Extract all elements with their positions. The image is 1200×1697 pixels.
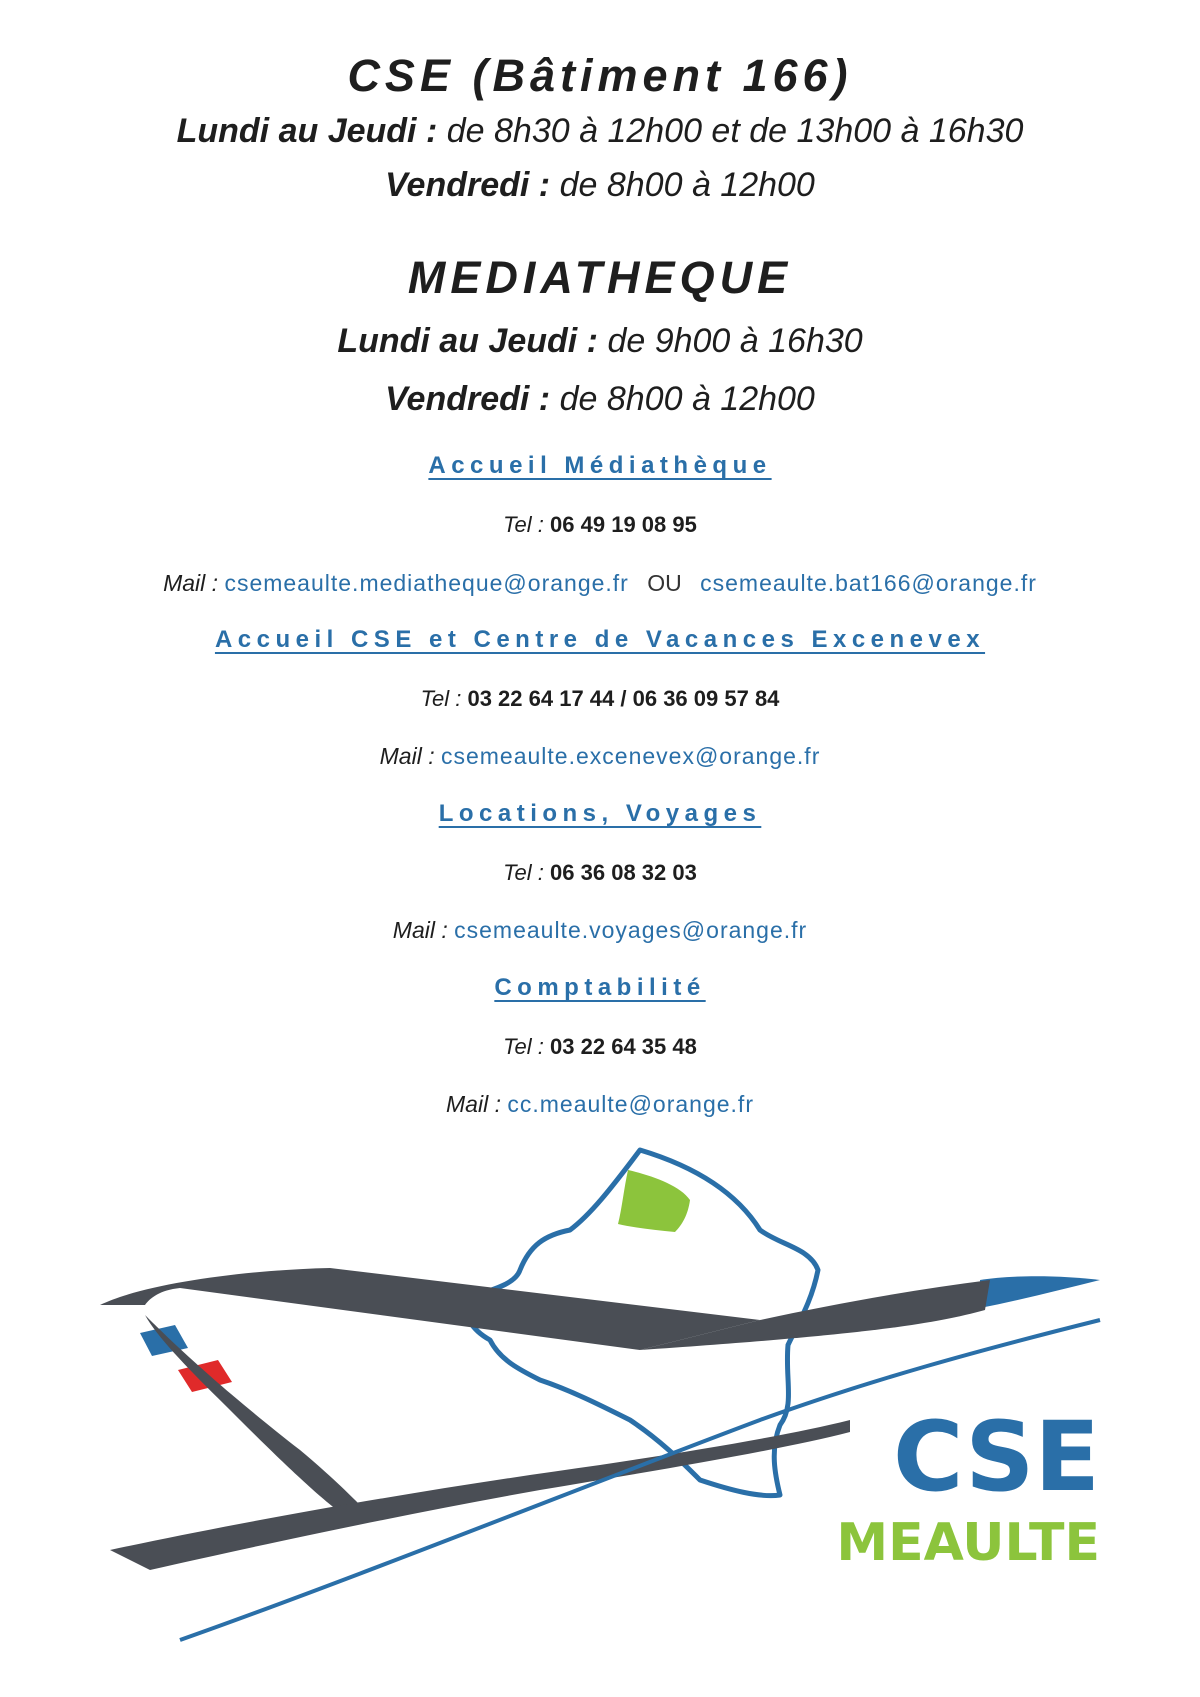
logo-meaulte-text: MEAULTE <box>836 1513 1100 1573</box>
email-link[interactable]: csemeaulte.excenevex@orange.fr <box>440 743 821 769</box>
tel-value: 06 36 08 32 03 <box>550 860 697 885</box>
mail-line <box>0 1091 1200 1118</box>
mediatheque-weekday-value: de 9h00 à 16h30 <box>607 322 863 360</box>
cse-weekday-label: Lundi au Jeudi : <box>176 112 438 150</box>
mediatheque-friday-label: Vendredi : <box>385 380 551 418</box>
email-link-alt[interactable]: csemeaulte.bat166@orange.fr <box>700 570 1037 596</box>
wing-shape-icon <box>100 1268 760 1350</box>
mail-label: Mail : <box>392 917 448 943</box>
cse-title: CSE (Bâtiment 166) <box>347 50 853 101</box>
mail-label: Mail : <box>163 570 219 596</box>
section-accueil-mediatheque[interactable]: Accueil Médiathèque <box>428 452 772 479</box>
or-separator: OU <box>647 570 682 596</box>
mediatheque-weekday-hours <box>0 322 1200 361</box>
tel-label: Tel : <box>503 860 544 885</box>
mediatheque-title: MEDIATHEQUE <box>407 252 793 303</box>
mail-line <box>0 917 1200 944</box>
tel-line <box>0 860 1200 886</box>
tel-line <box>0 512 1200 538</box>
cse-friday-value: de 8h00 à 12h00 <box>559 166 815 204</box>
section-comptabilite[interactable]: Comptabilité <box>494 974 706 1001</box>
mediatheque-friday-hours <box>0 380 1200 419</box>
tel-line <box>0 1034 1200 1060</box>
tail-swoosh-icon <box>110 1420 850 1570</box>
mail-label: Mail : <box>446 1091 501 1117</box>
tel-label: Tel : <box>503 512 544 537</box>
email-link[interactable]: cc.meaulte@orange.fr <box>507 1091 754 1117</box>
tel-value: 03 22 64 17 44 / 06 36 09 57 84 <box>467 686 780 711</box>
tel-line <box>0 686 1200 712</box>
mail-line <box>0 570 1200 597</box>
cse-friday-label: Vendredi : <box>385 166 551 204</box>
mail-label: Mail : <box>379 743 435 769</box>
logo-cse-text: CSE <box>893 1401 1100 1513</box>
mail-line <box>0 743 1200 770</box>
tel-value: 06 49 19 08 95 <box>550 512 697 537</box>
picardie-region-icon <box>618 1170 690 1232</box>
tel-value: 03 22 64 35 48 <box>550 1034 697 1059</box>
section-locations-voyages[interactable]: Locations, Voyages <box>438 800 762 827</box>
tel-label: Tel : <box>420 686 462 711</box>
cse-meaulte-logo <box>0 1120 1200 1680</box>
tel-label: Tel : <box>503 1034 544 1059</box>
cse-weekday-value: de 8h30 à 12h00 et de 13h00 à 16h30 <box>446 112 1024 150</box>
mediatheque-friday-value: de 8h00 à 12h00 <box>559 380 815 418</box>
cse-weekday-hours <box>0 112 1200 151</box>
cse-friday-hours <box>0 166 1200 205</box>
email-link[interactable]: csemeaulte.voyages@orange.fr <box>454 917 808 943</box>
mediatheque-weekday-label: Lundi au Jeudi : <box>337 322 598 360</box>
section-accueil-cse[interactable]: Accueil CSE et Centre de Vacances Excenevex <box>214 626 986 653</box>
email-link[interactable]: csemeaulte.mediatheque@orange.fr <box>224 570 629 596</box>
